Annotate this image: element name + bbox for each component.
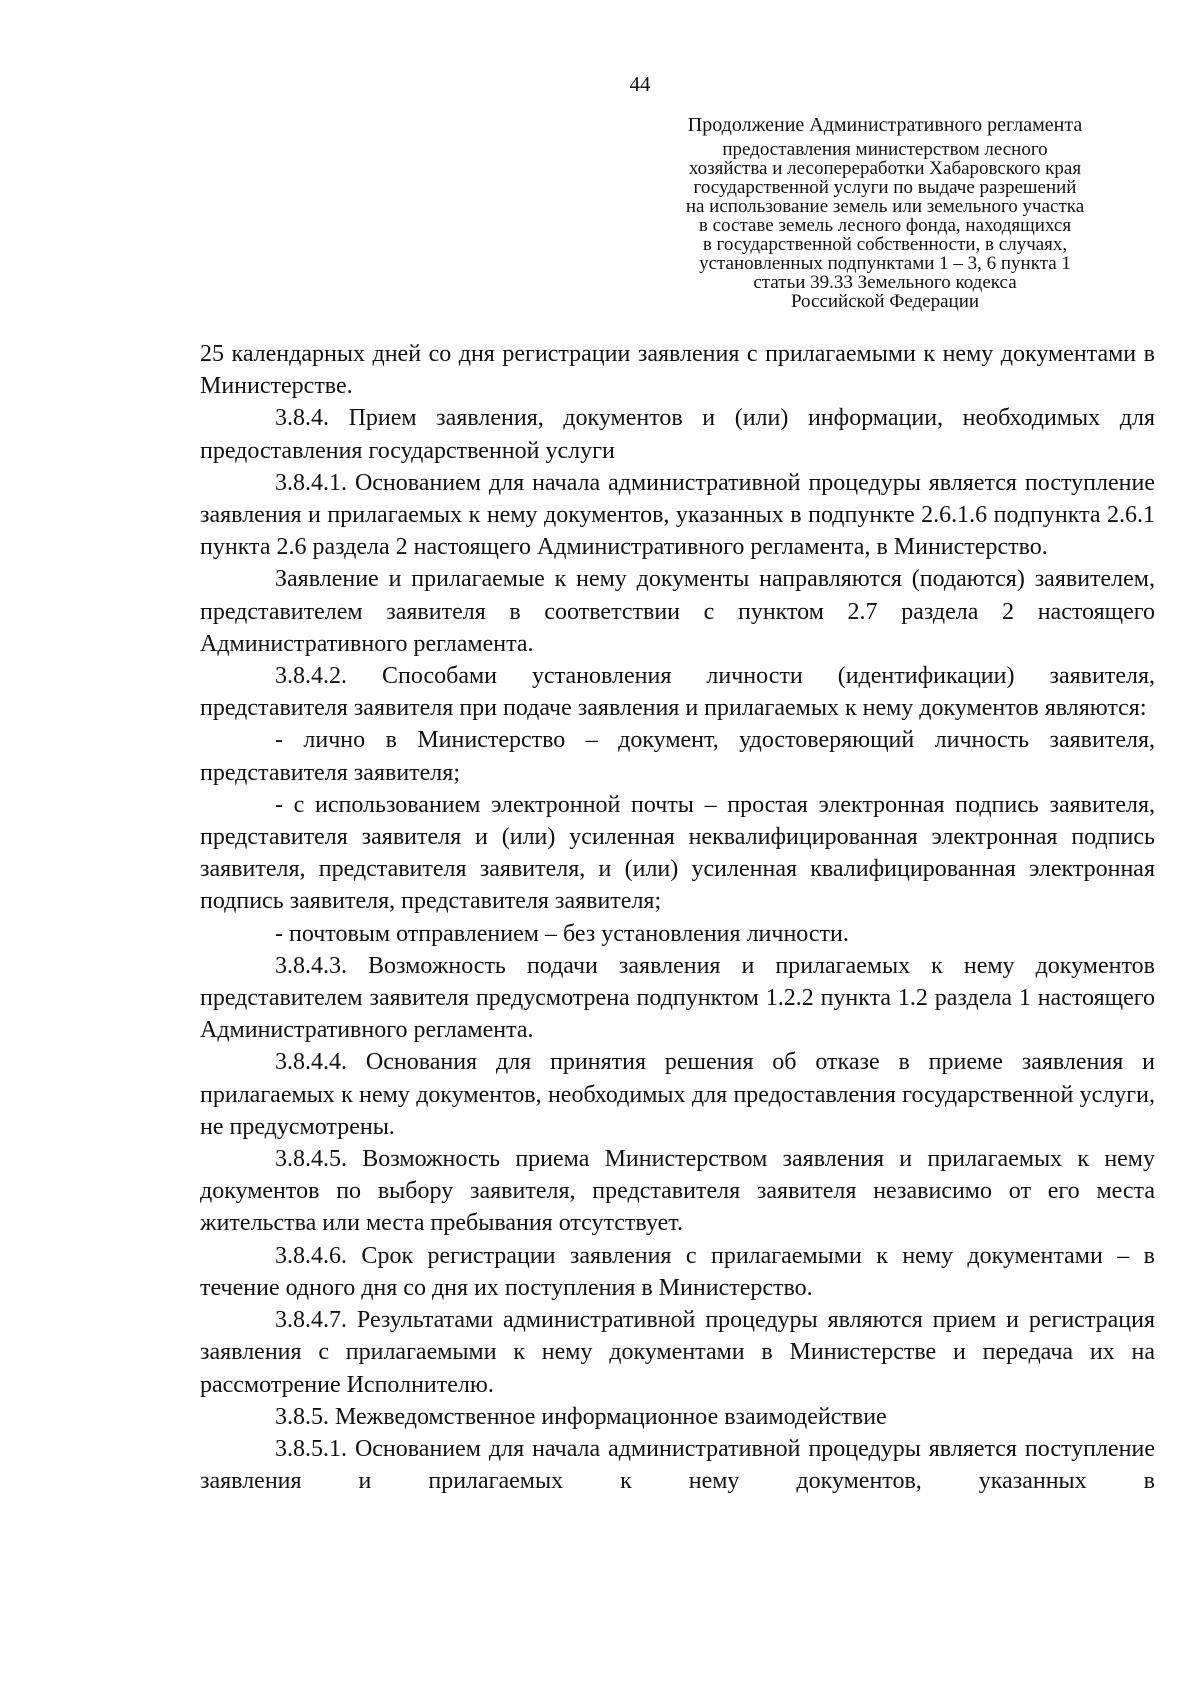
body-text [200, 338, 1155, 1497]
list-item: - с использованием электронной почты – простая электронная подпись заявителя, представителя заявителя и (или) усиленная неквалифицированная электронная подпись заявителя, представителя заявителя, и (или) усиленная квалифицированная электронная подпись заявителя, представителя заявителя; [200, 791, 1155, 915]
paragraph: 3.8.4.6. Срок регистрации заявления с прилагаемыми к нему документами – в течение одного дня со дня их поступления в Министерство. [200, 1242, 1155, 1301]
header-line: Российской Федерации [790, 291, 980, 312]
paragraph: 25 календарных дней со дня регистрации заявления с прилагаемыми к нему документами в Министерстве. [200, 341, 1155, 400]
header-line: Продолжение Административного регламента [687, 114, 1083, 136]
header-line: в государственной собственности, в случаях, [702, 234, 1068, 255]
paragraph: 3.8.4.2. Способами установления личности (идентификации) заявителя, представителя заявителя при подаче заявления и прилагаемых к нему документов являются: [200, 663, 1155, 722]
paragraph: Заявление и прилагаемые к нему документы направляются (подаются) заявителем, представителем заявителя в соответствии с пунктом 2.7 раздела 2 настоящего Административного регламента. [200, 566, 1155, 657]
paragraph: 3.8.4.5. Возможность приема Министерством заявления и прилагаемых к нему документов по выбору заявителя, представителя заявителя независимо от его места жительства или места пребывания отсутствует. [200, 1146, 1155, 1237]
header-line: хозяйства и лесопереработки Хабаровского края [688, 158, 1082, 179]
document-header [625, 112, 1145, 311]
section-heading: 3.8.5. Межведомственное информационное взаимодействие [275, 1403, 887, 1430]
header-line: государственной услуги по выдаче разрешений [693, 177, 1077, 198]
paragraph: 3.8.4.3. Возможность подачи заявления и прилагаемых к нему документов представителем заявителя предусмотрена подпунктом 1.2.2 пункта 1.2 раздела 1 настоящего Административного регламента. [200, 952, 1155, 1044]
list-item: - лично в Министерство – документ, удостоверяющий личность заявителя, представителя заявителя; [200, 727, 1155, 786]
header-line: на использование земель или земельного участка [685, 196, 1085, 217]
list-item: - почтовым отправлением – без установления личности. [275, 920, 849, 947]
paragraph: 3.8.4.1. Основанием для начала административной процедуры является поступление заявления и прилагаемых к нему документов, указанных в подпункте 2.6.1.6 подпункта 2.6.1 пункта 2.6 раздела 2 настоящего Административного регламента, в Министерство. [200, 469, 1155, 561]
page-number: 44 [629, 72, 651, 96]
header-line: предоставления министерством лесного [722, 139, 1048, 160]
paragraph: 3.8.4. Прием заявления, документов и (или) информации, необходимых для предоставления государственной услуги [200, 405, 1155, 464]
header-line: в составе земель лесного фонда, находящихся [698, 215, 1072, 236]
paragraph: 3.8.4.4. Основания для принятия решения об отказе в приеме заявления и прилагаемых к нему документов, необходимых для предоставления государственной услуги, не предусмотрены. [200, 1049, 1155, 1140]
header-line: установленных подпунктами 1 – 3, 6 пункта 1 [699, 253, 1071, 274]
paragraph: 3.8.4.7. Результатами административной процедуры являются прием и регистрация заявления с прилагаемыми к нему документами в Министерстве и передача их на рассмотрение Исполнителю. [200, 1307, 1155, 1398]
paragraph: 3.8.5.1. Основанием для начала административной процедуры является поступление заявления и прилагаемых к нему документов, указанных в [200, 1435, 1155, 1495]
header-line: статьи 39.33 Земельного кодекса [753, 272, 1017, 293]
